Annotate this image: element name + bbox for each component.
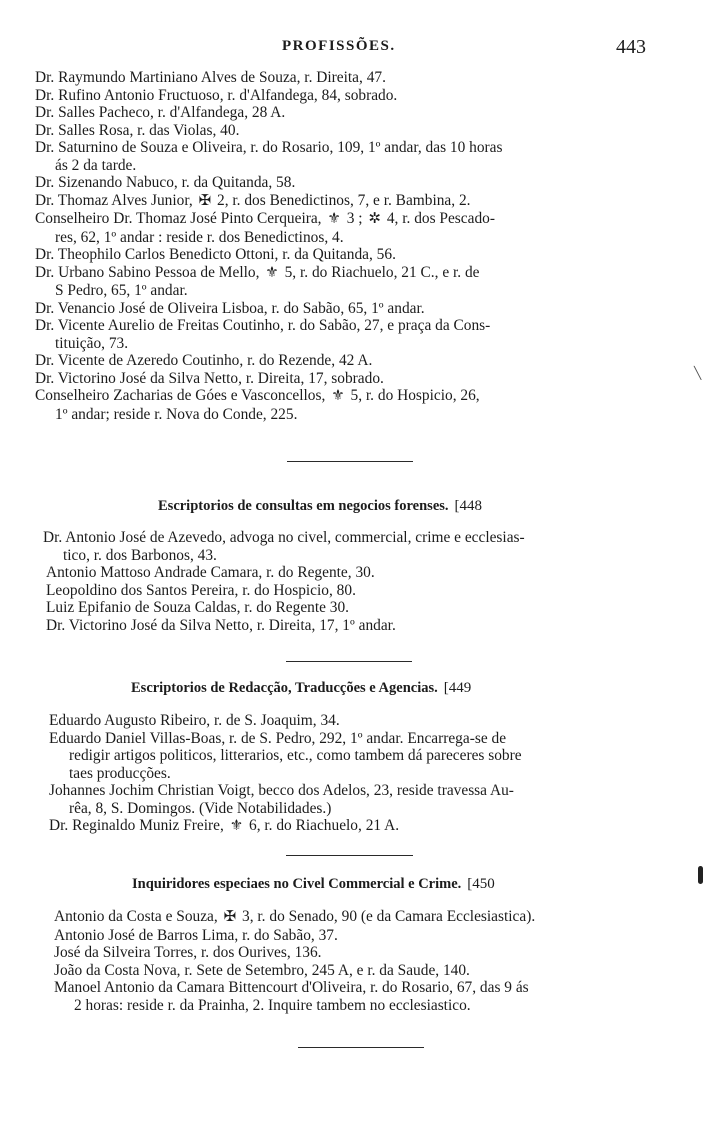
section-divider [286,855,413,856]
list-item: Luiz Epifanio de Souza Caldas, r. do Regente 30. [46,599,350,616]
list-item: Johannes Jochim Christian Voigt, becco dos Adelos, 23, reside travessa Au- rêa, 8, S. Domingos. (Vide Notabilidades.) [49,782,514,817]
lawyers-list [0,69,704,423]
list-item: Dr. Sizenando Nabuco, r. da Quitanda, 58. [35,174,296,191]
list-item: Antonio Mattoso Andrade Camara, r. do Regente, 30. [46,564,375,581]
list-item: Manoel Antonio da Camara Bittencourt d'Oliveira, r. do Rosario, 67, das 9 ás 2 horas: reside r. da Prainha, 2. Inquire tambem no ecclesiastico. [54,979,529,1014]
list-item: Dr. Raymundo Martiniano Alves de Souza, r. Direita, 47. [35,69,386,86]
list-item: Conselheiro Dr. Thomaz José Pinto Cerqueira, ⚜ 3 ; ✲ 4, r. dos Pescado- res, 62, 1º andar : reside r. dos Benedictinos, 4. [35,210,495,246]
list-item: Dr. Victorino José da Silva Netto, r. Direita, 17, 1º andar. [46,616,396,634]
list-item: Dr. Vicente Aurelio de Freitas Coutinho, r. do Sabão, 27, e praça da Cons- tituição, 73. [35,317,491,352]
list-item: Dr. Urbano Sabino Pessoa de Mello, ⚜ 5, r. do Riachuelo, 21 C., e r. de S Pedro, 65, 1º andar. [35,263,480,299]
list-item: Dr. Rufino Antonio Fructuoso, r. d'Alfandega, 84, sobrado. [35,86,398,104]
list-item: Dr. Antonio José de Azevedo, advoga no civel, commercial, crime e ecclesias- tico, r. dos Barbonos, 43. [43,529,525,564]
order-badge-icon: ⚜ [265,264,279,281]
margin-mark: ╲ [694,366,702,380]
ink-blot [698,866,703,884]
redaccao-list [0,712,704,836]
list-item: Dr. Venancio José de Oliveira Lisboa, r. do Sabão, 65, 1º andar. [35,299,425,317]
section-divider [287,461,413,462]
section-heading: Escriptorios de consultas em negocios forenses. [448 [158,498,483,514]
list-item: Dr. Theophilo Carlos Benedicto Ottoni, r. da Quitanda, 56. [35,246,396,263]
list-item: Dr. Victorino José da Silva Netto, r. Direita, 17, sobrado. [35,369,384,387]
star-cross-icon: ✲ [368,211,381,227]
consultas-list [0,529,704,634]
list-item: Dr. Salles Rosa, r. das Violas, 40. [35,121,240,139]
order-badge-icon: ⚜ [229,818,244,834]
section-heading: Inquiridores especiaes no Civel Commercial e Crime. [450 [132,876,495,892]
section-ref: [449 [443,680,472,696]
list-item: Dr. Saturnino de Souza e Oliveira, r. do Rosario, 109, 1º andar, das 10 horas ás 2 da tarde. [35,139,503,174]
list-item: Dr. Salles Pacheco, r. d'Alfandega, 28 A. [35,104,286,121]
cross-icon: ✠ [223,909,237,925]
section-divider [298,1047,424,1048]
section-ref: [450 [467,876,495,892]
running-head [0,38,704,62]
inquiridores-list [0,908,704,1014]
section-heading: Escriptorios de Redacção, Traducções e Agencias. [449 [131,680,472,696]
section-ref: [448 [454,498,483,514]
page-number: 443 [616,36,646,58]
list-item: Antonio da Costa e Souza, ✠ 3, r. do Senado, 90 (e da Camara Ecclesiastica). [54,908,536,925]
list-item: José da Silveira Torres, r. dos Ourives, 136. [54,944,322,961]
list-item: Conselheiro Zacharias de Góes e Vasconcellos, ⚜ 5, r. do Hospicio, 26, 1º andar; reside r. Nova do Conde, 225. [35,387,480,423]
order-badge-icon: ⚜ [327,211,341,227]
list-item: Eduardo Augusto Ribeiro, r. de S. Joaquim, 34. [49,712,340,729]
section-divider [286,661,412,662]
list-item: João da Costa Nova, r. Sete de Setembro, 245 A, e r. da Saude, 140. [54,961,470,979]
list-item: Dr. Vicente de Azeredo Coutinho, r. do Rezende, 42 A. [35,352,373,369]
list-item: Eduardo Daniel Villas-Boas, r. de S. Pedro, 292, 1º andar. Encarrega-se de redigir artigos politicos, litterarios, etc., como tambem dá pareceres sobre taes producções. [49,729,522,782]
order-badge-icon: ⚜ [331,388,345,404]
list-item: Dr. Reginaldo Muniz Freire, ⚜ 6, r. do Riachuelo, 21 A. [49,817,400,834]
list-item: Dr. Thomaz Alves Junior, ✠ 2, r. dos Benedictinos, 7, e r. Bambina, 2. [35,191,471,209]
list-item: Antonio José de Barros Lima, r. do Sabão, 37. [54,926,338,944]
running-title: PROFISSÕES. [282,38,396,54]
cross-icon: ✠ [198,192,212,209]
list-item: Leopoldino dos Santos Pereira, r. do Hospicio, 80. [46,581,356,599]
